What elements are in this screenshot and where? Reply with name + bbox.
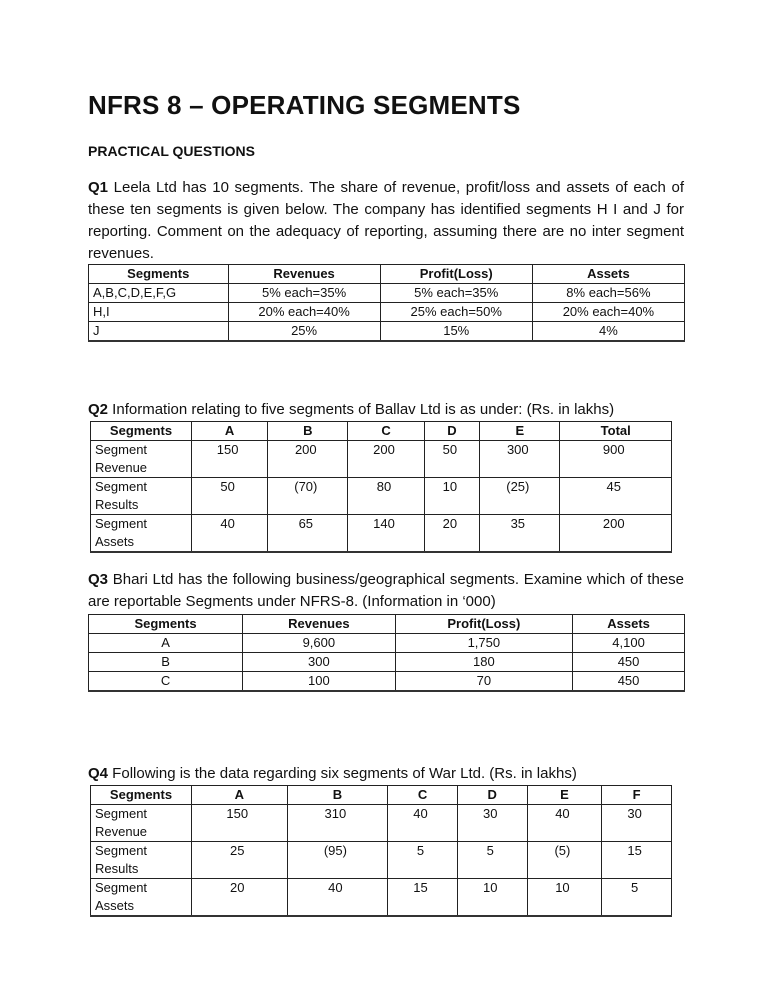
table-cell: 45 bbox=[560, 478, 672, 515]
table-cell: 50 bbox=[192, 478, 268, 515]
q2-label: Q2 bbox=[88, 401, 109, 418]
table-cell: 20% each=40% bbox=[228, 303, 380, 322]
table-cell: 150 bbox=[192, 805, 288, 842]
table-row bbox=[91, 515, 672, 553]
q2-text bbox=[88, 399, 684, 421]
column-header: Segments bbox=[91, 422, 192, 441]
table-cell: 20 bbox=[424, 515, 480, 553]
table-cell: Segment Assets bbox=[91, 879, 192, 917]
table-cell: (95) bbox=[287, 842, 388, 879]
table-cell: 8% each=56% bbox=[532, 284, 684, 303]
table-row bbox=[91, 478, 672, 515]
table-cell: 450 bbox=[573, 672, 685, 692]
table-cell: 15 bbox=[602, 842, 672, 879]
table-row bbox=[89, 303, 685, 322]
table-cell: (25) bbox=[480, 478, 560, 515]
table-cell: 15% bbox=[380, 322, 532, 342]
table-cell: 25% each=50% bbox=[380, 303, 532, 322]
table-cell: 30 bbox=[602, 805, 672, 842]
table-cell: 65 bbox=[268, 515, 348, 553]
table-cell: 20% each=40% bbox=[532, 303, 684, 322]
table-cell: 10 bbox=[457, 879, 527, 917]
table-cell: 200 bbox=[268, 441, 348, 478]
table-cell: 310 bbox=[287, 805, 388, 842]
column-header: D bbox=[424, 422, 480, 441]
table-row bbox=[89, 284, 685, 303]
table-row bbox=[91, 805, 672, 842]
table-cell: Segment Results bbox=[91, 842, 192, 879]
table-cell: 180 bbox=[395, 653, 573, 672]
q2-table bbox=[90, 421, 672, 553]
table-row bbox=[91, 842, 672, 879]
table-cell: 900 bbox=[560, 441, 672, 478]
table-cell: C bbox=[89, 672, 243, 692]
column-header: E bbox=[527, 786, 602, 805]
q3-label: Q3 bbox=[88, 571, 109, 588]
column-header: Segments bbox=[91, 786, 192, 805]
column-header: B bbox=[287, 786, 388, 805]
table-cell: 5% each=35% bbox=[228, 284, 380, 303]
column-header: Revenues bbox=[228, 265, 380, 284]
table-cell: 140 bbox=[348, 515, 424, 553]
column-header: C bbox=[348, 422, 424, 441]
table-cell: Segment Revenue bbox=[91, 441, 192, 478]
column-header: F bbox=[602, 786, 672, 805]
table-cell: 35 bbox=[480, 515, 560, 553]
table-cell: 15 bbox=[388, 879, 458, 917]
q1-body: Leela Ltd has 10 segments. The share of revenue, profit/loss and assets of each of these ten segments is given below. The company has identified segments H I and J for reporting. Comment on the adequacy of reporting, assuming there are no inter segment revenues. bbox=[88, 179, 684, 262]
column-header: Profit(Loss) bbox=[380, 265, 532, 284]
q4-body: Following is the data regarding six segments of War Ltd. (Rs. in lakhs) bbox=[108, 765, 577, 782]
table-header-row bbox=[89, 615, 685, 634]
section-heading: PRACTICAL QUESTIONS bbox=[88, 143, 255, 159]
table-cell: 40 bbox=[388, 805, 458, 842]
table-cell: 5 bbox=[388, 842, 458, 879]
column-header: C bbox=[388, 786, 458, 805]
table-cell: 5 bbox=[602, 879, 672, 917]
table-cell: 200 bbox=[560, 515, 672, 553]
table-row bbox=[89, 653, 685, 672]
column-header: Segments bbox=[89, 265, 229, 284]
table-cell: 450 bbox=[573, 653, 685, 672]
table-cell: 4,100 bbox=[573, 634, 685, 653]
table-cell: 40 bbox=[527, 805, 602, 842]
table-cell: J bbox=[89, 322, 229, 342]
table-cell: 150 bbox=[192, 441, 268, 478]
table-cell: 30 bbox=[457, 805, 527, 842]
table-cell: 70 bbox=[395, 672, 573, 692]
table-header-row bbox=[91, 422, 672, 441]
table-cell: Segment Assets bbox=[91, 515, 192, 553]
table-row bbox=[89, 322, 685, 342]
q4-label: Q4 bbox=[88, 765, 109, 782]
table-cell: (70) bbox=[268, 478, 348, 515]
table-cell: 10 bbox=[424, 478, 480, 515]
page-title: NFRS 8 – OPERATING SEGMENTS bbox=[88, 90, 521, 120]
table-cell: 300 bbox=[243, 653, 396, 672]
table-row bbox=[89, 634, 685, 653]
table-row bbox=[91, 879, 672, 917]
table-cell: 40 bbox=[192, 515, 268, 553]
table-cell: 5 bbox=[457, 842, 527, 879]
column-header: Assets bbox=[573, 615, 685, 634]
table-cell: 20 bbox=[192, 879, 288, 917]
q2-body: Information relating to five segments of Ballav Ltd is as under: (Rs. in lakhs) bbox=[108, 401, 615, 418]
column-header: D bbox=[457, 786, 527, 805]
column-header: Assets bbox=[532, 265, 684, 284]
table-cell: 25 bbox=[192, 842, 288, 879]
q1-label: Q1 bbox=[88, 179, 109, 196]
q4-text bbox=[88, 763, 684, 785]
column-header: A bbox=[192, 786, 288, 805]
table-cell: 200 bbox=[348, 441, 424, 478]
table-cell: A bbox=[89, 634, 243, 653]
column-header: A bbox=[192, 422, 268, 441]
table-cell: 50 bbox=[424, 441, 480, 478]
table-cell: A,B,C,D,E,F,G bbox=[89, 284, 229, 303]
table-cell: H,I bbox=[89, 303, 229, 322]
table-cell: 25% bbox=[228, 322, 380, 342]
table-cell: 100 bbox=[243, 672, 396, 692]
table-cell: 40 bbox=[287, 879, 388, 917]
table-cell: 1,750 bbox=[395, 634, 573, 653]
table-cell: 10 bbox=[527, 879, 602, 917]
column-header: Profit(Loss) bbox=[395, 615, 573, 634]
q3-table bbox=[88, 614, 685, 692]
table-header-row bbox=[91, 786, 672, 805]
table-cell: 9,600 bbox=[243, 634, 396, 653]
table-cell: B bbox=[89, 653, 243, 672]
table-row bbox=[91, 441, 672, 478]
q1-table bbox=[88, 264, 685, 342]
column-header: E bbox=[480, 422, 560, 441]
column-header: Segments bbox=[89, 615, 243, 634]
q1-text bbox=[88, 177, 684, 265]
table-header-row bbox=[89, 265, 685, 284]
table-cell: 5% each=35% bbox=[380, 284, 532, 303]
table-cell: Segment Revenue bbox=[91, 805, 192, 842]
table-cell: 4% bbox=[532, 322, 684, 342]
q3-text bbox=[88, 569, 684, 613]
table-cell: 80 bbox=[348, 478, 424, 515]
q3-body: Bhari Ltd has the following business/geographical segments. Examine which of these are reportable Segments under NFRS-8. (Information in ‘000) bbox=[88, 571, 684, 610]
column-header: Total bbox=[560, 422, 672, 441]
table-cell: Segment Results bbox=[91, 478, 192, 515]
table-cell: (5) bbox=[527, 842, 602, 879]
column-header: Revenues bbox=[243, 615, 396, 634]
column-header: B bbox=[268, 422, 348, 441]
q4-table bbox=[90, 785, 672, 917]
table-row bbox=[89, 672, 685, 692]
table-cell: 300 bbox=[480, 441, 560, 478]
